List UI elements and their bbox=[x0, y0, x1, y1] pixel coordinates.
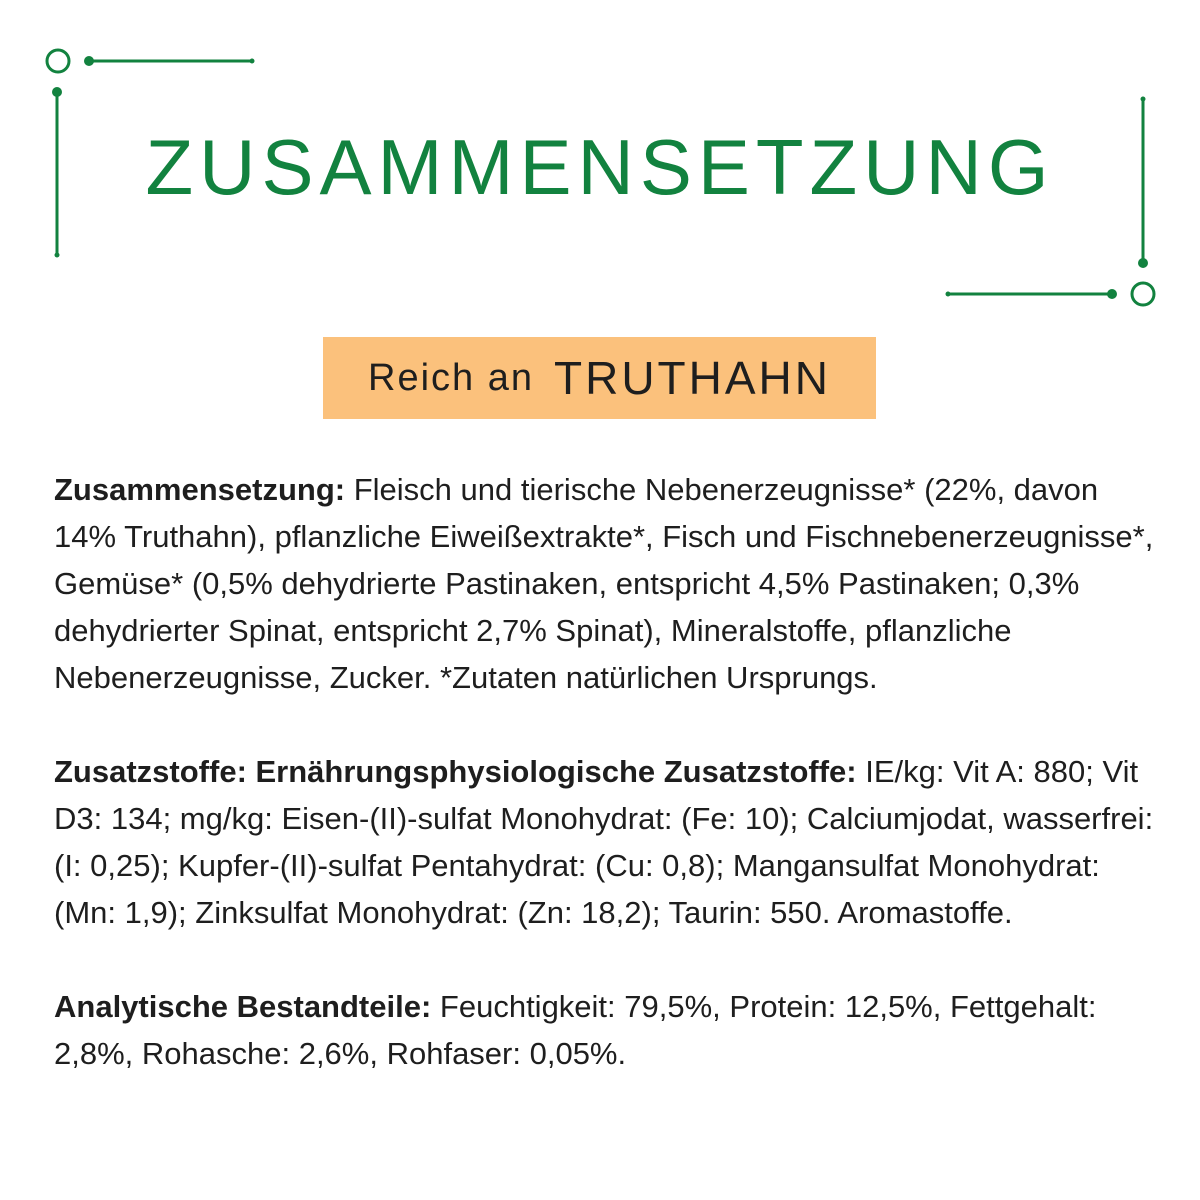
dot-ornament-icon bbox=[52, 87, 62, 97]
additives-text: IE/kg: Vit A: 880; Vit D3: 134; mg/kg: Eisen-(II)-sulfat Monohydrat: (Fe: 10); Calciumjodat, wasserfrei: (I: 0,25); Kupfer-(II)-sulfat Pentahydrat: (Cu: 0,8); Mangansulfat Monohydrat: (Mn: 1,9); Zinksulfat Monohydrat: (Zn: 18,2); Taurin: 550. Aromastoffe. bbox=[54, 754, 1154, 930]
ring-ornament-icon bbox=[47, 50, 69, 72]
ring-ornament-icon bbox=[1132, 283, 1154, 305]
badge-highlight: TRUTHAHN bbox=[554, 352, 831, 404]
dot-ornament-icon bbox=[55, 253, 60, 258]
composition-paragraph bbox=[54, 466, 1164, 701]
composition-text: Fleisch und tierische Nebenerzeugnisse* (22%, davon 14% Truthahn), pflanzliche Eiweißextrakte*, Fisch und Fischnebenerzeugnisse*, Gemüse* (0,5% dehydrierte Pastinaken, entspricht 4,5% Pastinaken; 0,3% dehydrierter Spinat, entspricht 2,7% Spinat), Mineralstoffe, pflanzliche Nebenerzeugnisse, Zucker. *Zutaten natürlichen Ursprungs. bbox=[54, 472, 1154, 695]
analytical-text: Feuchtigkeit: 79,5%, Protein: 12,5%, Fettgehalt: 2,8%, Rohasche: 2,6%, Rohfaser: 0,05%. bbox=[54, 989, 1097, 1071]
dot-ornament-icon bbox=[1141, 97, 1146, 102]
highlight-badge bbox=[323, 337, 876, 419]
additives-paragraph bbox=[54, 748, 1164, 936]
dot-ornament-icon bbox=[250, 59, 255, 64]
additives-label: Zusatzstoffe: Ernährungsphysiologische Zusatzstoffe: bbox=[54, 754, 857, 789]
dot-ornament-icon bbox=[1138, 258, 1148, 268]
composition-label: Zusammensetzung: bbox=[54, 472, 346, 507]
analytical-label: Analytische Bestandteile: bbox=[54, 989, 432, 1024]
dot-ornament-icon bbox=[1107, 289, 1117, 299]
page-title: ZUSAMMENSETZUNG bbox=[145, 123, 1055, 211]
badge-prefix: Reich an bbox=[368, 356, 534, 399]
analytical-paragraph bbox=[54, 983, 1164, 1077]
dot-ornament-icon bbox=[946, 292, 951, 297]
dot-ornament-icon bbox=[84, 56, 94, 66]
ingredients-content bbox=[54, 466, 1164, 1124]
